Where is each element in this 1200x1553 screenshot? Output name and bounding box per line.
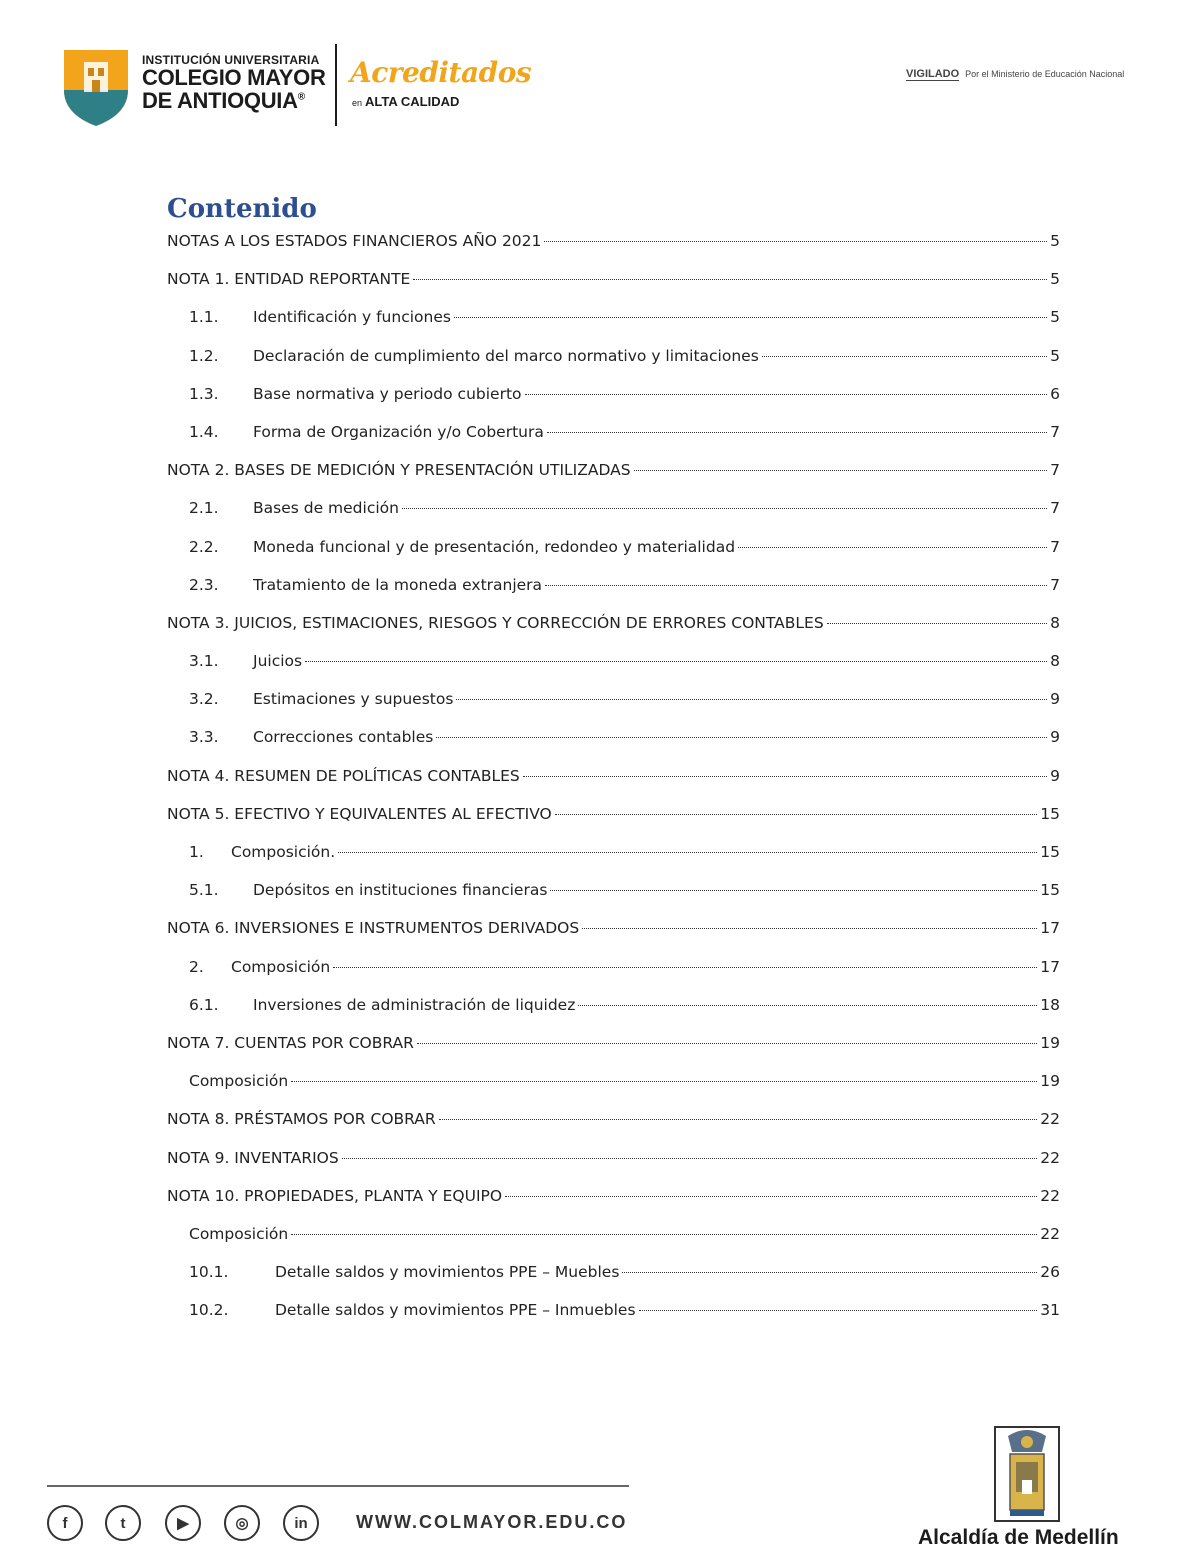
alcaldia-label: Alcaldía de Medellín bbox=[918, 1526, 1119, 1549]
toc-entry[interactable] bbox=[167, 574, 1060, 612]
toc-entry-page: 6 bbox=[1050, 384, 1060, 403]
toc-entry-text: NOTA 2. BASES DE MEDICIÓN Y PRESENTACIÓN UTILIZADAS bbox=[167, 461, 631, 480]
toc-entry[interactable] bbox=[167, 497, 1060, 535]
toc-entry[interactable] bbox=[167, 1070, 1060, 1108]
toc-entry-number: 2.1. bbox=[189, 499, 219, 518]
website-link[interactable]: WWW.COLMAYOR.EDU.CO bbox=[356, 1512, 628, 1532]
toc-entry-page: 15 bbox=[1040, 881, 1060, 900]
toc-entry-text: Composición bbox=[189, 1072, 289, 1091]
toc-entry-page: 22 bbox=[1040, 1186, 1060, 1205]
toc-entry-page: 5 bbox=[1050, 346, 1060, 365]
toc-entry-page: 7 bbox=[1050, 461, 1060, 480]
toc-entry[interactable] bbox=[167, 956, 1060, 994]
toc-entry[interactable] bbox=[167, 345, 1060, 383]
toc-entry-number: 1.3. bbox=[189, 384, 219, 403]
toc-entry-text: NOTA 6. INVERSIONES E INSTRUMENTOS DERIVADOS bbox=[167, 919, 580, 938]
toc-entry-page: 5 bbox=[1050, 308, 1060, 327]
toc-entry-text: Tratamiento de la moneda extranjera bbox=[253, 575, 543, 594]
toc-entry[interactable] bbox=[167, 612, 1060, 650]
toc-title: Contenido bbox=[167, 194, 317, 224]
toc-entry-number: 1.1. bbox=[189, 308, 219, 327]
institution-name bbox=[142, 54, 326, 112]
toc-entry[interactable] bbox=[167, 536, 1060, 574]
institution-line1: INSTITUCIÓN UNIVERSITARIA bbox=[142, 53, 320, 67]
toc-dot-leader bbox=[454, 317, 1047, 318]
toc-entry-text: NOTA 9. INVENTARIOS bbox=[167, 1148, 339, 1167]
toc-entry-text: Declaración de cumplimiento del marco normativo y limitaciones bbox=[253, 346, 759, 365]
toc-dot-leader bbox=[555, 814, 1038, 815]
toc-dot-leader bbox=[582, 928, 1037, 929]
toc-dot-leader bbox=[305, 661, 1047, 662]
toc-entry-text: Forma de Organización y/o Cobertura bbox=[253, 422, 544, 441]
toc-dot-leader bbox=[291, 1081, 1037, 1082]
vigilado-badge: VIGILADO Por el Ministerio de Educación Nacional bbox=[906, 68, 1125, 80]
toc-entry-page: 26 bbox=[1040, 1263, 1060, 1282]
toc-entry-text: Moneda funcional y de presentación, redondeo y materialidad bbox=[253, 537, 736, 556]
accreditation-script: Acreditados bbox=[350, 56, 532, 89]
toc-entry-number: 5.1. bbox=[189, 881, 219, 900]
toc-entry-page: 19 bbox=[1040, 1072, 1060, 1091]
toc-entry[interactable] bbox=[167, 383, 1060, 421]
toc-entry[interactable] bbox=[167, 306, 1060, 344]
toc-entry[interactable] bbox=[167, 1261, 1060, 1299]
toc-dot-leader bbox=[417, 1043, 1037, 1044]
toc-entry[interactable] bbox=[167, 841, 1060, 879]
medellin-coat-of-arms-icon bbox=[994, 1426, 1060, 1522]
toc-entry[interactable] bbox=[167, 421, 1060, 459]
toc-entry-number: 2.3. bbox=[189, 575, 219, 594]
footer-divider bbox=[47, 1485, 629, 1487]
toc-entry-text: NOTA 10. PROPIEDADES, PLANTA Y EQUIPO bbox=[167, 1186, 503, 1205]
toc-dot-leader bbox=[413, 279, 1047, 280]
toc-entry-text: Composición bbox=[231, 957, 331, 976]
toc-entry-page: 7 bbox=[1050, 499, 1060, 518]
toc-entry-text: Detalle saldos y movimientos PPE – Muebles bbox=[275, 1263, 620, 1282]
toc-entry-text: NOTAS A LOS ESTADOS FINANCIEROS AÑO 2021 bbox=[167, 232, 542, 250]
toc-entry-number: 3.1. bbox=[189, 652, 219, 671]
toc-entry[interactable] bbox=[167, 268, 1060, 306]
toc-entry-text: NOTA 8. PRÉSTAMOS POR COBRAR bbox=[167, 1110, 436, 1129]
toc-dot-leader bbox=[439, 1119, 1038, 1120]
toc-dot-leader bbox=[544, 241, 1047, 242]
toc-entry-page: 19 bbox=[1040, 1033, 1060, 1052]
toc-dot-leader bbox=[547, 432, 1047, 433]
toc-entry[interactable] bbox=[167, 726, 1060, 764]
toc-entry-text: NOTA 3. JUICIOS, ESTIMACIONES, RIESGOS Y CORRECCIÓN DE ERRORES CONTABLES bbox=[167, 613, 824, 632]
toc-entry[interactable] bbox=[167, 459, 1060, 497]
toc-entry-text: Juicios bbox=[253, 652, 303, 671]
institution-line3: DE ANTIOQUIA® bbox=[142, 88, 305, 113]
toc-entry-number: 6.1. bbox=[189, 995, 219, 1014]
toc-dot-leader bbox=[578, 1005, 1037, 1006]
youtube-icon[interactable]: ▶ bbox=[165, 1505, 201, 1541]
toc-entry-page: 9 bbox=[1050, 728, 1060, 747]
toc-dot-leader bbox=[333, 967, 1037, 968]
toc-entry[interactable] bbox=[167, 1032, 1060, 1070]
toc-entry[interactable] bbox=[167, 765, 1060, 803]
toc-dot-leader bbox=[402, 508, 1047, 509]
toc-entry-page: 18 bbox=[1040, 995, 1060, 1014]
header-divider bbox=[335, 44, 337, 126]
toc-entry-number: 3.3. bbox=[189, 728, 219, 747]
toc-entry-text: Composición bbox=[189, 1224, 289, 1243]
toc-dot-leader bbox=[827, 623, 1047, 624]
toc-entry-number: 3.2. bbox=[189, 690, 219, 709]
toc-entry-text: Depósitos en instituciones financieras bbox=[253, 881, 548, 900]
toc-dot-leader bbox=[622, 1272, 1037, 1273]
toc-entry-page: 22 bbox=[1040, 1224, 1060, 1243]
page-header bbox=[0, 0, 1200, 140]
toc-entry-text: Base normativa y periodo cubierto bbox=[253, 384, 522, 403]
toc-entry[interactable] bbox=[167, 688, 1060, 726]
toc-dot-leader bbox=[436, 737, 1047, 738]
accreditation-subtitle: en ALTA CALIDAD bbox=[352, 94, 460, 109]
toc-entry-text: Identificación y funciones bbox=[253, 308, 451, 327]
toc-entry[interactable] bbox=[167, 803, 1060, 841]
facebook-icon[interactable]: f bbox=[47, 1505, 83, 1541]
toc-entry-text: Composición. bbox=[231, 843, 336, 861]
toc-entry-page: 17 bbox=[1040, 919, 1060, 938]
toc-dot-leader bbox=[505, 1196, 1037, 1197]
toc-dot-leader bbox=[342, 1158, 1038, 1159]
toc-entry-page: 7 bbox=[1050, 537, 1060, 556]
toc-entry-page: 5 bbox=[1050, 270, 1060, 289]
toc-entry-page: 8 bbox=[1050, 613, 1060, 632]
toc-dot-leader bbox=[762, 356, 1047, 357]
toc-entry-page: 7 bbox=[1050, 422, 1060, 441]
toc-entry-text: Correcciones contables bbox=[253, 728, 434, 747]
toc-dot-leader bbox=[550, 890, 1037, 891]
toc-entry-page: 15 bbox=[1040, 843, 1060, 861]
toc-entry-page: 15 bbox=[1040, 804, 1060, 823]
toc-dot-leader bbox=[634, 470, 1048, 471]
toc-entry-page: 5 bbox=[1050, 232, 1060, 250]
toc-entry-number: 1.4. bbox=[189, 422, 219, 441]
toc-dot-leader bbox=[545, 585, 1047, 586]
toc-entry-text: Detalle saldos y movimientos PPE – Inmuebles bbox=[275, 1301, 636, 1320]
toc-dot-leader bbox=[523, 776, 1047, 777]
toc-entry-text: NOTA 1. ENTIDAD REPORTANTE bbox=[167, 270, 411, 289]
toc-entry-page: 22 bbox=[1040, 1110, 1060, 1129]
toc-entry-page: 31 bbox=[1040, 1301, 1060, 1320]
toc-entry-text: Bases de medición bbox=[253, 499, 399, 518]
toc-entry-number: 10.2. bbox=[189, 1301, 229, 1320]
twitter-icon[interactable]: t bbox=[105, 1505, 141, 1541]
toc-entry-number: 2. bbox=[189, 957, 204, 976]
linkedin-icon[interactable]: in bbox=[283, 1505, 319, 1541]
toc-entry[interactable] bbox=[167, 994, 1060, 1032]
toc-entry[interactable] bbox=[167, 1108, 1060, 1146]
toc-entry[interactable] bbox=[167, 650, 1060, 688]
toc-dot-leader bbox=[525, 394, 1048, 395]
toc-entry-number: 2.2. bbox=[189, 537, 219, 556]
toc-entry-number: 1.2. bbox=[189, 346, 219, 365]
toc-entry[interactable] bbox=[167, 1299, 1060, 1337]
toc-entry[interactable] bbox=[167, 1147, 1060, 1185]
toc-entry[interactable] bbox=[167, 879, 1060, 917]
toc-entry-text: NOTA 4. RESUMEN DE POLÍTICAS CONTABLES bbox=[167, 766, 520, 785]
toc-entry-number: 10.1. bbox=[189, 1263, 229, 1282]
toc-entry-text: NOTA 5. EFECTIVO Y EQUIVALENTES AL EFECTIVO bbox=[167, 804, 552, 823]
toc-entry[interactable] bbox=[167, 1223, 1060, 1261]
toc-dot-leader bbox=[639, 1310, 1038, 1311]
toc-entry-text: NOTA 7. CUENTAS POR COBRAR bbox=[167, 1033, 414, 1052]
toc-entry-page: 8 bbox=[1050, 652, 1060, 671]
toc-entry[interactable] bbox=[167, 230, 1060, 268]
toc-dot-leader bbox=[738, 547, 1047, 548]
toc-entry-number: 1. bbox=[189, 843, 204, 861]
toc-entry-page: 22 bbox=[1040, 1148, 1060, 1167]
toc-dot-leader bbox=[338, 852, 1037, 853]
toc-entry-page: 9 bbox=[1050, 690, 1060, 709]
table-of-contents bbox=[167, 230, 1060, 1337]
toc-entry-text: Inversiones de administración de liquidez bbox=[253, 995, 576, 1014]
toc-entry[interactable] bbox=[167, 1185, 1060, 1223]
toc-entry[interactable] bbox=[167, 917, 1060, 955]
toc-entry-page: 9 bbox=[1050, 766, 1060, 785]
toc-dot-leader bbox=[456, 699, 1047, 700]
instagram-icon[interactable]: ◎ bbox=[224, 1505, 260, 1541]
toc-entry-text: Estimaciones y supuestos bbox=[253, 690, 454, 709]
toc-entry-page: 7 bbox=[1050, 575, 1060, 594]
toc-entry-page: 17 bbox=[1040, 957, 1060, 976]
institution-line2: COLEGIO MAYOR bbox=[142, 65, 326, 90]
toc-dot-leader bbox=[291, 1234, 1037, 1235]
institution-shield-icon bbox=[60, 44, 132, 128]
